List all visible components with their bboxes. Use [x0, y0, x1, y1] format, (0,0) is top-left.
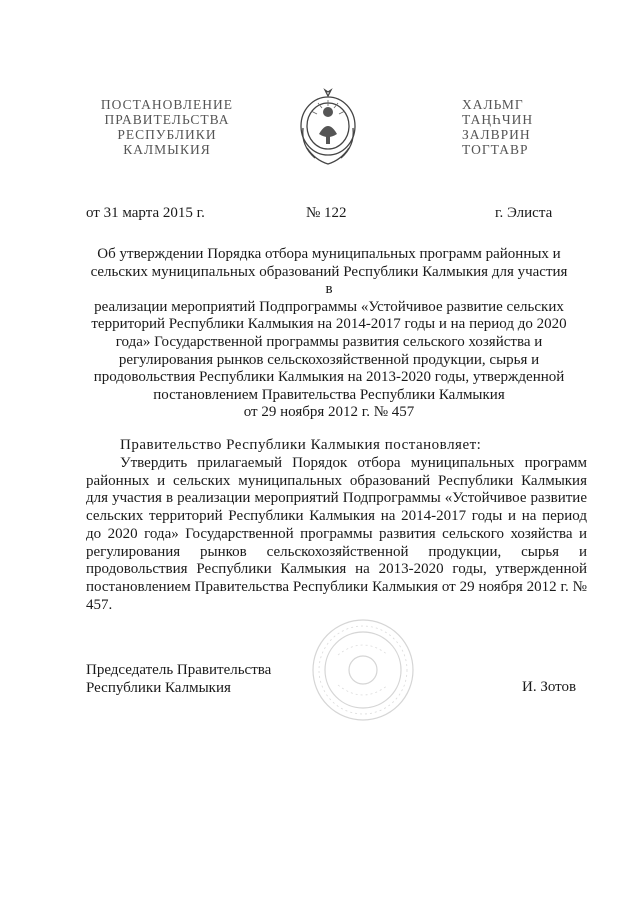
- signatory-title: [86, 661, 271, 697]
- title-line: территорий Республики Калмыкия на 2014-2017 годы и на период до 2020: [91, 316, 567, 333]
- header-left-line: ПОСТАНОВЛЕНИЕ: [100, 97, 234, 112]
- title-line: реализации мероприятий Подпрограммы «Устойчивое развитие сельских: [94, 298, 564, 315]
- signatory-title-line: Республики Калмыкия: [86, 680, 231, 696]
- body-paragraph: Утвердить прилагаемый Порядок отбора муниципальных программ районных и сельских муниципальных образований Республики Калмыкия для участия в реализации мероприятий Подпрограммы «Устойчивое развитие сельских территорий Республики Калмыкия на 2014-2017 годы и на период до 2020 года» Государственной программы развития сельского хозяйства и регулирования рынков сельскохозяйственной продукции, сырья и продовольствия Республики Калмыкия на 2013-2020 годы, утвержденной постановлением Правительства Республики Калмыкия от 29 ноября 2012 г. № 457.: [86, 455, 587, 613]
- header-right-org-name: [462, 97, 612, 157]
- preamble: Правительство Республики Калмыкия постановляет:: [120, 437, 482, 453]
- signatory-title-line: Председатель Правительства: [86, 662, 272, 678]
- coat-of-arms-icon: [295, 88, 361, 168]
- round-seal-stamp: [308, 615, 418, 725]
- header-left-line: КАЛМЫКИЯ: [123, 142, 211, 157]
- title-line: года» Государственной программы развития сельского хозяйства и: [115, 333, 543, 350]
- document-title: [86, 246, 572, 422]
- title-line: от 29 ноября 2012 г. № 457: [243, 404, 415, 421]
- title-line: Об утверждении Порядка отбора муниципальных программ районных и: [97, 246, 561, 262]
- signatory-name: И. Зотов: [522, 679, 577, 695]
- document-city: г. Элиста: [495, 205, 553, 221]
- resolution-body: [86, 455, 587, 614]
- header-left-line: ПРАВИТЕЛЬСТВА: [104, 112, 230, 127]
- title-line: постановлением Правительства Республики Калмыкия: [153, 386, 505, 403]
- header-right-line: ТОГТАВР: [462, 142, 529, 157]
- title-line: регулирования рынков сельскохозяйственной продукции, сырья и: [118, 351, 540, 368]
- title-line: продовольствия Республики Калмыкия на 2013-2020 годы, утвержденной: [93, 369, 565, 386]
- header-left-org-name: [92, 97, 242, 157]
- document-date: от 31 марта 2015 г.: [86, 205, 205, 221]
- title-line: сельских муниципальных образований Республики Калмыкия для участия в: [90, 263, 568, 298]
- document-number: № 122: [306, 205, 347, 221]
- header-right-line: ТАҢҺЧИН: [462, 112, 534, 127]
- header-right-line: ХАЛЬМГ: [462, 97, 524, 112]
- header-left-line: РЕСПУБЛИКИ: [117, 127, 217, 142]
- header-right-line: ЗАЛВРИН: [462, 127, 531, 142]
